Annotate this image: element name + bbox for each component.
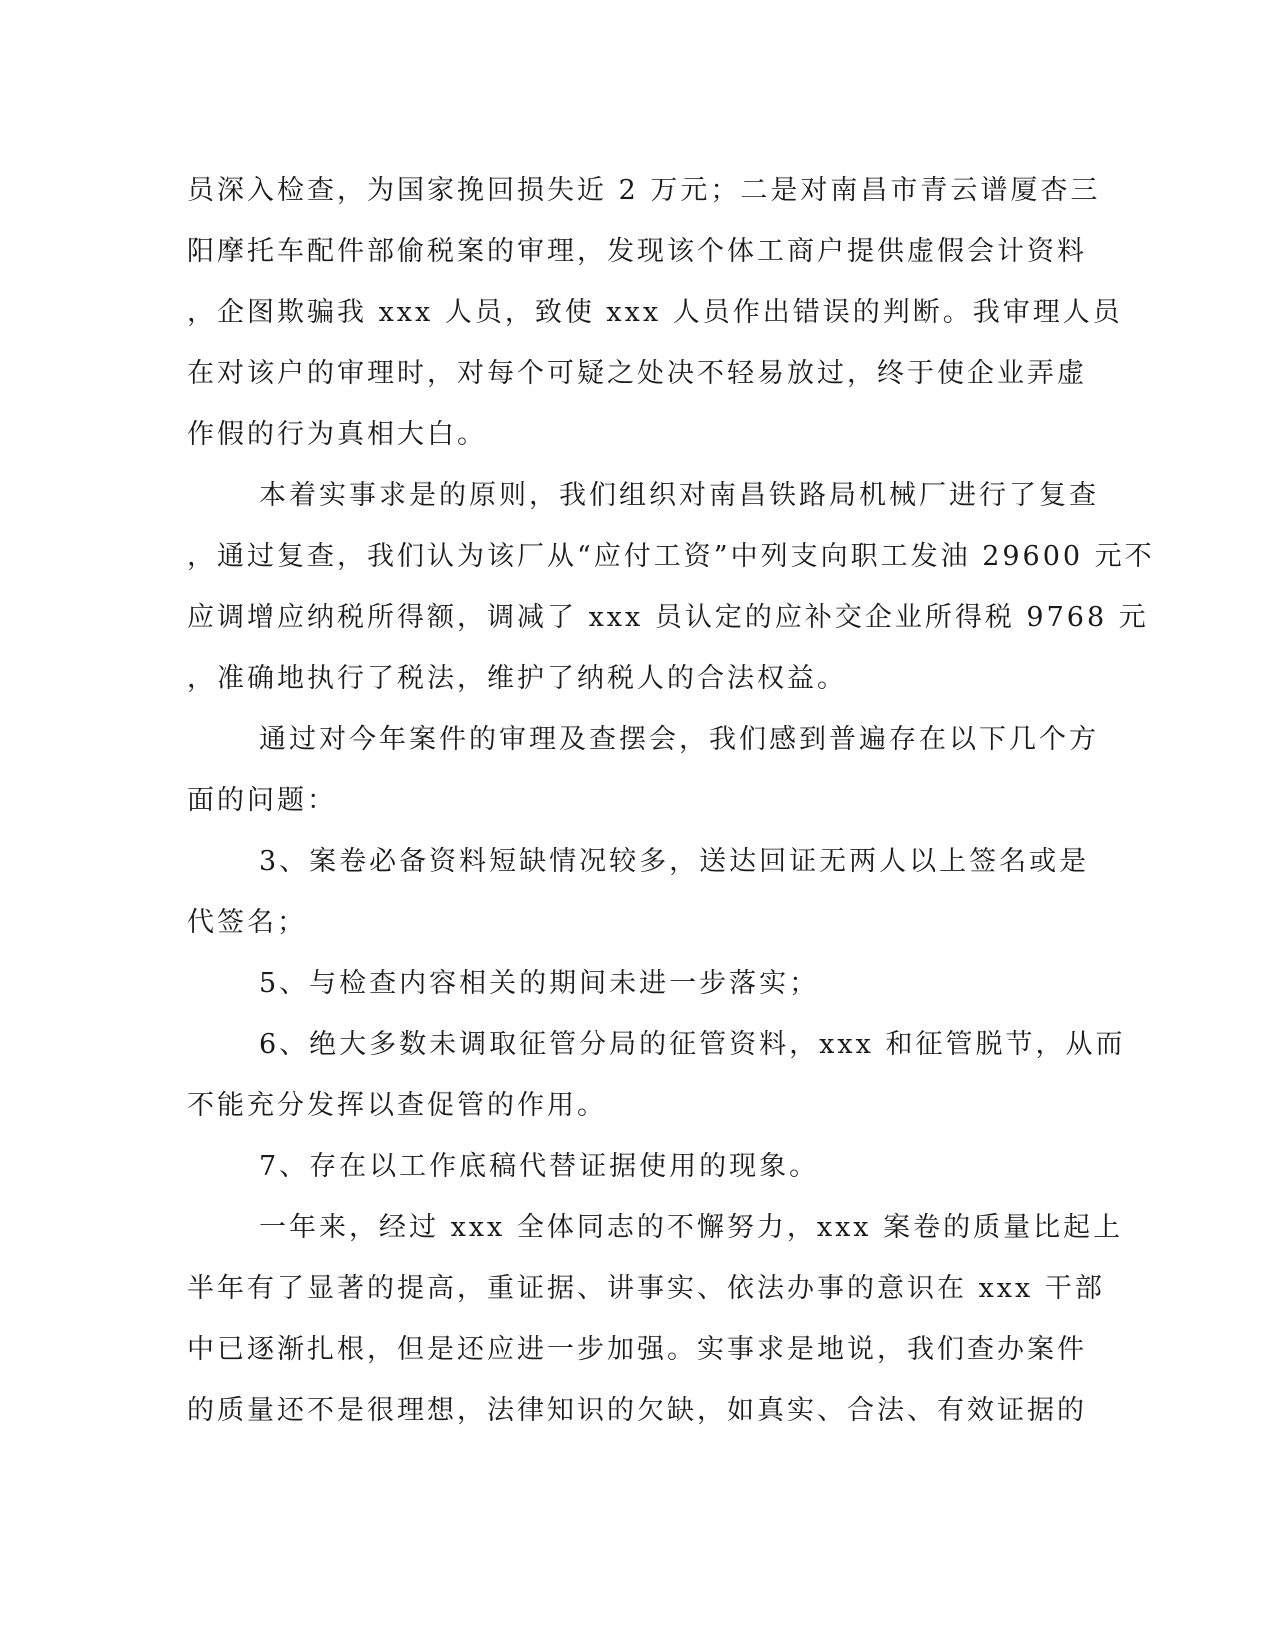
text-line: 应调增应纳税所得额，调减了 xxx 员认定的应补交企业所得税 9768 元 xyxy=(187,602,1149,633)
text-line: 阳摩托车配件部偷税案的审理，发现该个体工商户提供虚假会计资料 xyxy=(187,236,1087,267)
text-line: 面的问题： xyxy=(187,785,337,816)
list-item-5: 5、与检查内容相关的期间未进一步落实； xyxy=(259,968,820,999)
list-item-7: 7、存在以工作底稿代替证据使用的现象。 xyxy=(259,1151,820,1182)
text-line: 作假的行为真相大白。 xyxy=(187,419,487,450)
text-line: 代签名； xyxy=(187,907,307,938)
text-line: ，准确地执行了税法，维护了纳税人的合法权益。 xyxy=(187,663,847,694)
text-line: ，通过复查，我们认为该厂从“应付工资”中列支向职工发油 29600 元不 xyxy=(187,541,1155,572)
text-line: 不能充分发挥以查促管的作用。 xyxy=(187,1090,607,1121)
text-line: 中已逐渐扎根，但是还应进一步加强。实事求是地说，我们查办案件 xyxy=(187,1334,1087,1365)
text-line: 员深入检查，为国家挽回损失近 2 万元；二是对南昌市青云谱厦杏三 xyxy=(187,175,1101,206)
text-line: ，企图欺骗我 xxx 人员，致使 xxx 人员作出错误的判断。我审理人员 xyxy=(187,297,1123,328)
paragraph-first-line: 通过对今年案件的审理及查摆会，我们感到普遍存在以下几个方 xyxy=(259,724,1099,755)
text-line: 在对该户的审理时，对每个可疑之处决不轻易放过，终于使企业弄虚 xyxy=(187,358,1087,389)
paragraph-first-line: 本着实事求是的原则，我们组织对南昌铁路局机械厂进行了复查 xyxy=(259,480,1099,511)
text-line: 的质量还不是很理想，法律知识的欠缺，如真实、合法、有效证据的 xyxy=(187,1395,1087,1426)
list-item-6: 6、绝大多数未调取征管分局的征管资料，xxx 和征管脱节，从而 xyxy=(259,1029,1126,1060)
body-text xyxy=(187,160,1155,1441)
text-line: 半年有了显著的提高，重证据、讲事实、依法办事的意识在 xxx 干部 xyxy=(187,1273,1105,1304)
list-item-3: 3、案卷必备资料短缺情况较多，送达回证无两人以上签名或是 xyxy=(259,846,1090,877)
paragraph-first-line: 一年来，经过 xxx 全体同志的不懈努力，xxx 案卷的质量比起上 xyxy=(259,1212,1124,1243)
